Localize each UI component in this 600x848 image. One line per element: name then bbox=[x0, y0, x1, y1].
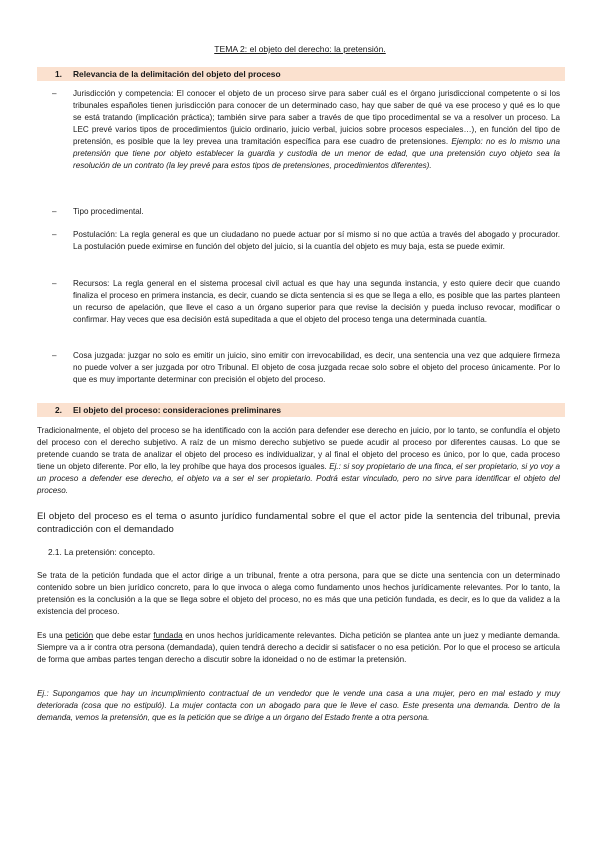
underlined-word-peticion: petición bbox=[65, 631, 94, 640]
subsection-heading: 2.1. La pretensión: concepto. bbox=[48, 547, 156, 557]
list-item-cosa-juzgada bbox=[37, 350, 560, 386]
dash-bullet: – bbox=[52, 230, 57, 239]
dash-bullet: – bbox=[52, 89, 57, 98]
paragraph-text: Tradicionalmente, el objeto del proceso se ha identificado con la acción para defender ese derecho en juicio, por lo tanto, se confundía el objeto del proceso con el derecho subjetivo. A raíz de un mismo derecho subjetivo se puede acudir al proceso por diferentes causas. Lo que se pretende cuando se trata de analizar el objeto del proceso es individualizar, y al final el objeto del proceso es único, por lo que, cada proceso tiene un objeto diferente. Por ello, la ley prohíbe que haya dos procesos iguales. bbox=[37, 426, 560, 471]
dash-bullet: – bbox=[52, 207, 57, 216]
list-item-body bbox=[73, 88, 560, 172]
paragraph-example: Ej.: si soy propietario de una finca, el ser propietario, si yo voy a un proceso a defender ese derecho, el objeto va a ser el ser propietario. Podrá estar vinculado, pero no sirve para identificar el objeto del proceso. bbox=[37, 462, 560, 495]
list-item-text: Jurisdicción y competencia: El conocer el objeto de un proceso sirve para saber cuál es el órgano jurisdiccional competente o si los tribunales españoles tienen jurisdicción para conocer de un determinado caso, hay que saber de qué va ese proceso y qué es lo que se está tratando (implicación práctica); también sirve para saber a través de que tipo procedimental se va a resolver un proceso. La LEC prevé varios tipos de procedimientos (juicio ordinario, juicio verbal, juicios sobre procesos especiales…), en función del tipo de pretensión, es posible que la ley prevea una tramitación específica para ese cuadro de pretensiones. bbox=[73, 89, 560, 146]
paragraph-objeto-definicion: El objeto del proceso es el tema o asunto jurídico fundamental sobre el que el actor pide la sentencia del tribunal, previa contradicción con el demandado bbox=[37, 511, 560, 535]
list-item-tipo-procedimental bbox=[37, 206, 560, 218]
paragraph-example-demanda: Ej.: Supongamos que hay un incumplimiento contractual de un vendedor que le vende una casa a una mujer, pero en mal estado y muy deteriorada (cosa que no estipuló). La mujer contacta con un abogado para que le lleve el caso. Este presenta una demanda. Dentro de la demanda, vemos la pretensión, que es la petición que se dirige a un órgano del Estado frente a otra persona. bbox=[37, 689, 560, 722]
paragraph-peticion-fundada bbox=[37, 630, 560, 666]
paragraph-pretension-concepto: Se trata de la petición fundada que el actor dirige a un tribunal, frente a otra persona, para que se dicte una sentencia con un determinado contenido sobre un bien jurídico concreto, para lo que invoca o alega como fundamento unos hechos jurídicamente relevantes. Por lo tanto, la pretensión es la conclusión a la que se llega sobre el objeto del proceso, no es más que una petición fundada, es decir, es lo que da validez a la existencia del proceso. bbox=[37, 571, 560, 616]
section-heading-1 bbox=[37, 67, 565, 81]
dash-bullet: – bbox=[52, 279, 57, 288]
list-item-recursos bbox=[37, 278, 560, 326]
document-title: TEMA 2: el objeto del derecho: la pretensión. bbox=[214, 44, 386, 54]
section-label: Relevancia de la delimitación del objeto del proceso bbox=[73, 69, 281, 79]
section-label: El objeto del proceso: consideraciones preliminares bbox=[73, 405, 282, 415]
list-item-text: Recursos: La regla general en el sistema procesal civil actual es que hay una segunda instancia, y esto quiere decir que cuando finaliza el proceso en primera instancia, es decir, cuando se dicta sentencia si es que se llega a ello, es posible que las partes planteen un recurso de apelación, que lleve el caso a un órgano superior para que revise la decisión y pueda incluso revocar, modificar o confirmar. Hay veces que esa decisión está supeditada a que el objeto del proceso tenga una determinada cuantía. bbox=[73, 279, 560, 324]
section-number: 1. bbox=[55, 69, 62, 79]
paragraph-tradicionalmente bbox=[37, 425, 560, 497]
list-item-postulacion bbox=[37, 229, 560, 253]
list-item-jurisdiccion bbox=[37, 88, 560, 172]
list-item-text: Tipo procedimental. bbox=[73, 207, 144, 216]
underlined-word-fundada: fundada bbox=[153, 631, 183, 640]
text-segment: que debe estar bbox=[93, 631, 154, 640]
list-item-text: Cosa juzgada: juzgar no solo es emitir un juicio, sino emitir con irrevocabilidad, es decir, una sentencia una vez que adquiere firmeza no puede volver a ser juzgada por otro Tribunal. El objeto de cosa juzgada recae solo sobre el objeto del proceso únicamente. Por lo que es muy importante determinar con precisión el objeto del proceso. bbox=[73, 351, 560, 384]
list-item-text: Postulación: La regla general es que un ciudadano no puede actuar por sí mismo si no que actúa a través del abogado y procurador. La postulación puede eximirse en función del objeto del juicio, si la cuantía del objeto es muy baja, esta se puede eximir. bbox=[73, 230, 560, 251]
text-segment: Es una bbox=[37, 631, 66, 640]
section-number: 2. bbox=[55, 405, 62, 415]
section-heading-2 bbox=[37, 403, 565, 417]
dash-bullet: – bbox=[52, 351, 57, 360]
text-segment: en unos hechos jurídicamente relevantes. Dicha petición se plantea ante un juez y mediante demanda. Siempre va a ir contra otra persona (demandada), quien tendrá derecho a decidir si satisfacer o no esa petición. Por lo que el proceso se articula de forma que ambas partes tengan derecho a discutir sobre la idoneidad o no de estimar la pretensión. bbox=[37, 631, 561, 664]
list-item-example: Ejemplo: no es lo mismo una pretensión que tiene por objeto establecer la guardia y custodia de un menor de edad, que una pretensión cuyo objeto sea la resolución de un contrato (la ley prevé para estos tipos de pretensiones, procedimientos diferentes). bbox=[73, 137, 561, 170]
